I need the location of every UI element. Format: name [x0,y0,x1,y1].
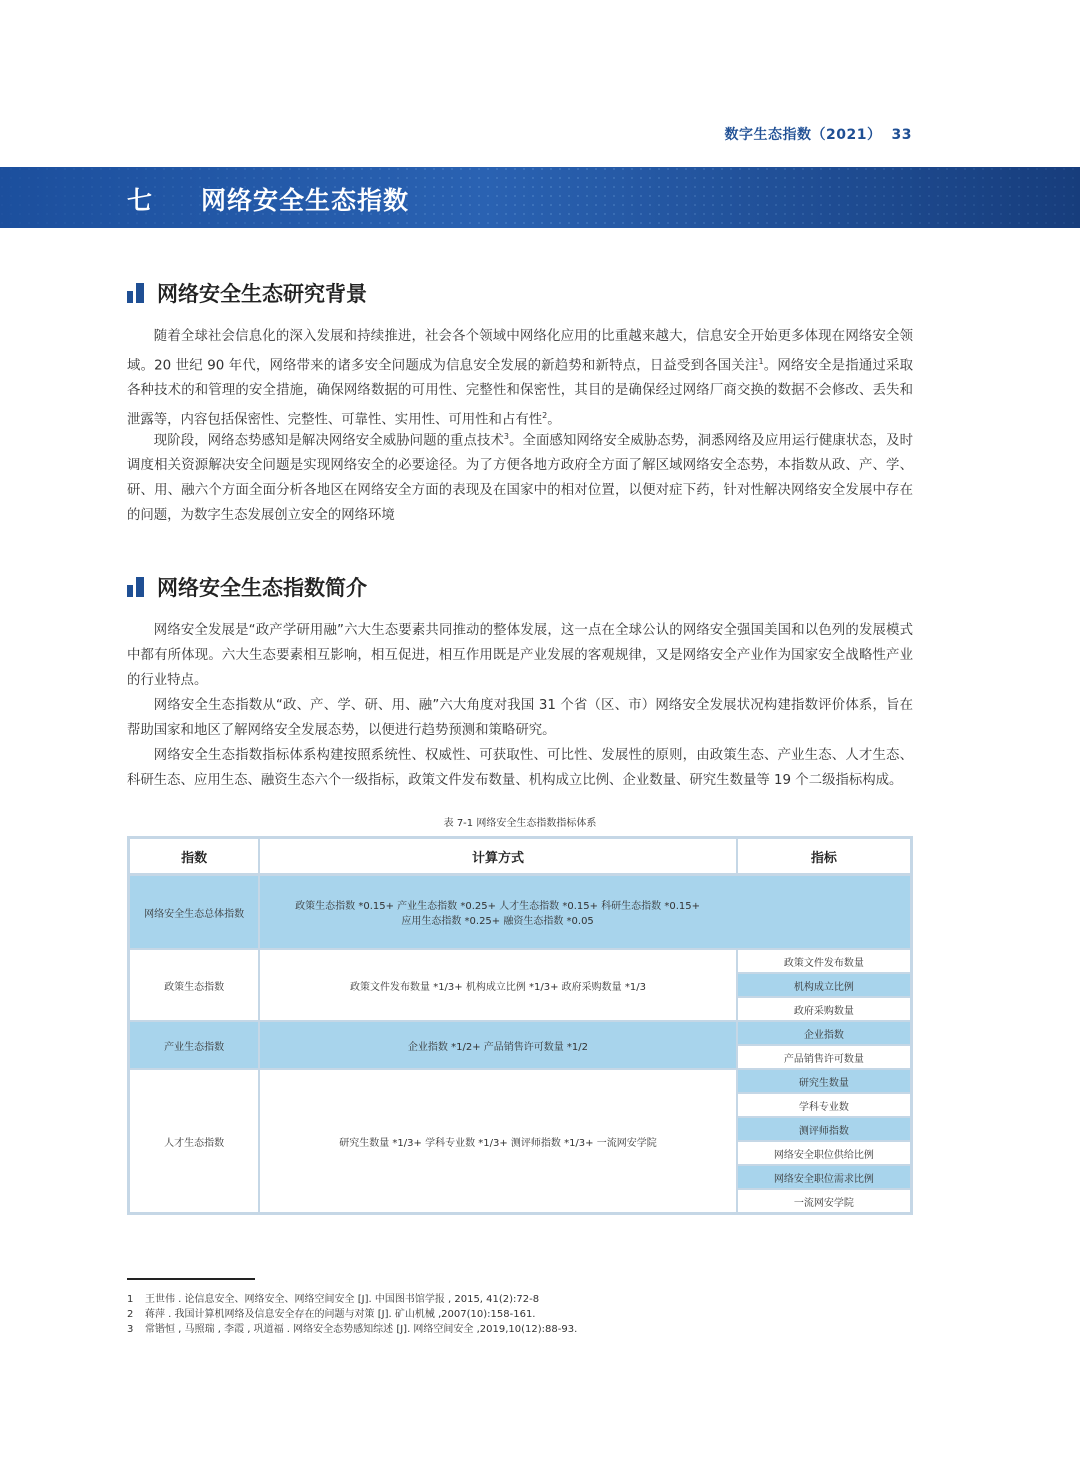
paragraph [127,324,913,433]
indicator-cell: 政策文件发布数量 [737,949,911,973]
footnote-text: 王世伟 . 论信息安全、网络安全、网络空间安全 [J]. 中国图书馆学报 , 2015, 41(2):72-8 [145,1294,540,1305]
banner-dot-pattern [0,167,1080,228]
paragraph: 网络安全发展是“政产学研用融”六大生态要素共同推动的整体发展，这一点在全球公认的网络安全强国美国和以色列的发展模式中都有所体现。六大生态要素相互影响，相互促进，相互作用既是产业发展的客观规律，又是网络安全产业作为国家安全战略性产业的行业特点。 [127,623,913,688]
table-header-row [129,838,911,875]
formula-cell: 研究生数量 *1/3+ 学科专业数 *1/3+ 测评师指数 *1/3+ 一流网安学院 [259,1069,737,1213]
footnote-ref: 2 [542,411,548,421]
running-header-title: 数字生态指数（2021） [724,127,882,143]
chapter-banner [0,167,1080,228]
footnote-ref: 3 [503,432,510,441]
paragraph [127,424,913,528]
indicator-cell: 测评师指数 [737,1117,911,1141]
footnote-text: 常锴恒 , 马照瑞 , 李霞 , 巩道福 . 网络安全态势感知综述 [J]. 网络空间安全 ,2019,10(12):88-93. [145,1324,578,1335]
paragraph-text: 现阶段，网络态势感知是解决网络安全威胁问题的重点技术 [153,433,504,449]
table-header: 指标 [737,838,911,875]
table-header: 指数 [129,838,259,875]
footnote [127,1322,577,1337]
formula-cell [259,875,911,949]
footnote-number: 1 [127,1294,134,1305]
index-name-cell: 政策生态指数 [129,949,259,1021]
footnote [127,1292,577,1307]
footnote [127,1307,577,1322]
indicator-cell: 一流网安学院 [737,1189,911,1213]
paragraph: 网络安全生态指数从“政、产、学、研、用、融”六大角度对我国 31 个省（区、市）网络安全发展状况构建指数评价体系，旨在帮助国家和地区了解网络安全发展态势，以便进行趋势预测和策略研究。 [127,698,913,738]
paragraph-text: 随着全球社会信息化的深入发展和持续推进，社会各个领域中网络化应用的比重越来越大，信息安全开始更多体现在网络安全领域。20 世纪 90 年代，网络带来的诸多安全问题成为信息安全发展的新趋势和新特点，日益受到各国关注 [127,329,913,374]
section-heading-intro [127,572,367,602]
section-heading-background [127,278,367,308]
indicator-cell: 网络安全职位供给比例 [737,1141,911,1165]
formula-line: 政策生态指数 *0.15+ 产业生态指数 *0.25+ 人才生态指数 *0.15+ 科研生态指数 *0.15+ [295,901,700,912]
section-bar-icon [127,577,147,597]
running-header [725,124,912,144]
index-table [127,836,913,1215]
indicator-cell: 机构成立比例 [737,973,911,997]
footnotes [127,1292,577,1337]
paragraph-text: 。全面感知网络安全威胁态势，洞悉网络及应用运行健康状态，及时调度相关资源解决安全问题是实现网络安全的必要途径。为了方便各地方政府全方面了解区域网络安全态势，本指数从政、产、学、研、用、融六个方面全面分析各地区在网络安全方面的表现及在国家中的相对位置，以便对症下药，针对性解决网络安全发展中存在的问题，为数字生态发展创立安全的网络环境 [127,433,914,524]
page-number: 33 [891,127,912,143]
chapter-title: 网络安全生态指数 [201,186,410,215]
indicator-cell: 学科专业数 [737,1093,911,1117]
section-bar-icon [127,283,147,303]
indicator-cell: 研究生数量 [737,1069,911,1093]
section-title: 网络安全生态研究背景 [157,282,367,306]
index-name-cell: 产业生态指数 [129,1021,259,1069]
table-caption: 表 7-1 网络安全生态指数指标体系 [443,818,597,829]
table-row [129,1021,911,1045]
chapter-number: 七 [127,186,153,215]
paragraph: 网络安全生态指数指标体系构建按照系统性、权威性、可获取性、可比性、发展性的原则，由政策生态、产业生态、人才生态、科研生态、应用生态、融资生态六个一级指标，政策文件发布数量、机构成立比例、企业数量、研究生数量等 19 个二级指标构成。 [127,748,913,788]
table-row [129,949,911,973]
table-row [129,1069,911,1093]
footnote-number: 3 [127,1324,134,1335]
footnote-number: 2 [127,1309,134,1320]
paragraph-text: 。网络安全是指通过采取各种技术的和管理的安全措施，确保网络数据的可用性、完整性和保密性，其目的是确保经过网络厂商交换的数据不会修改、丢失和泄露等，内容包括保密性、完整性、可靠性、实用性、可用性和占有性 [127,358,913,428]
index-name-cell: 人才生态指数 [129,1069,259,1213]
formula-cell: 企业指数 *1/2+ 产品销售许可数量 *1/2 [259,1021,737,1069]
paragraph-text: 。 [547,412,561,428]
footnote-divider [127,1278,255,1280]
table-header: 计算方式 [259,838,737,875]
indicator-cell: 政府采购数量 [737,997,911,1021]
footnote-ref: 1 [758,357,764,366]
formula-cell: 政策文件发布数量 *1/3+ 机构成立比例 *1/3+ 政府采购数量 *1/3 [259,949,737,1021]
indicator-cell: 企业指数 [737,1021,911,1045]
indicator-cell: 产品销售许可数量 [737,1045,911,1069]
index-name-cell: 网络安全生态总体指数 [129,875,259,949]
table-row [129,875,911,949]
indicator-cell: 网络安全职位需求比例 [737,1165,911,1189]
formula-line: 应用生态指数 *0.25+ 融资生态指数 *0.05 [401,916,594,927]
footnote-text: 蒋萍 . 我国计算机网络及信息安全存在的问题与对策 [J]. 矿山机械 ,2007(10):158-161. [145,1309,536,1320]
section-title: 网络安全生态指数简介 [157,576,367,600]
